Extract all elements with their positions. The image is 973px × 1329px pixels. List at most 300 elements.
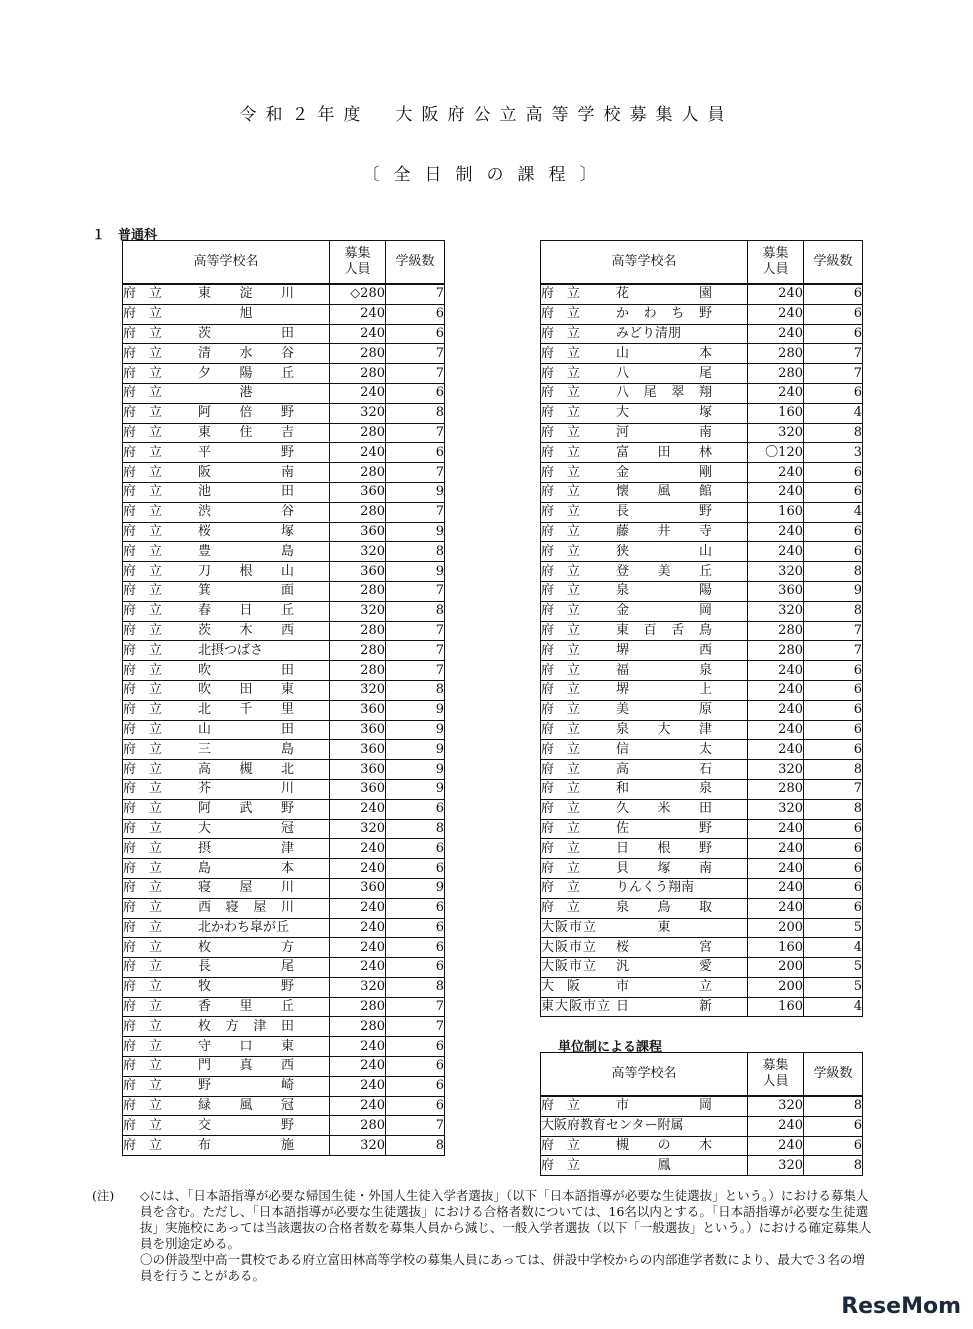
school-name: 金剛 [616, 464, 712, 480]
school-name-cell [541, 344, 748, 364]
school-name: 高石 [616, 761, 712, 777]
class-count: 9 [386, 740, 445, 760]
class-count: 6 [804, 661, 863, 681]
school-prefix: 府立 [541, 306, 594, 322]
boshu-count: 160 [748, 997, 804, 1017]
table-row [541, 522, 863, 542]
table-row [123, 581, 445, 601]
school-name-cell [123, 383, 330, 403]
table-row [541, 958, 863, 978]
school-name: 長尾 [198, 959, 294, 975]
boshu-count: 240 [748, 522, 804, 542]
boshu-count: 280 [330, 502, 386, 522]
header-classes: 学級数 [804, 241, 863, 285]
class-count: 8 [386, 977, 445, 997]
school-name: 旭 [239, 306, 253, 322]
school-prefix: 府立 [541, 801, 594, 817]
school-name-cell [123, 284, 330, 304]
school-name: 夕陽丘 [198, 365, 294, 381]
boshu-count: 320 [748, 799, 804, 819]
table-row [541, 621, 863, 641]
table-row [541, 542, 863, 562]
school-prefix: 府立 [123, 860, 176, 876]
school-name: 狭山 [616, 543, 712, 559]
header-classes: 学級数 [386, 241, 445, 285]
table-row [541, 997, 863, 1017]
boshu-count: 240 [748, 304, 804, 324]
table-row [123, 641, 445, 661]
class-count: 7 [804, 779, 863, 799]
table-row [541, 859, 863, 879]
school-name: 西寝屋川 [198, 900, 294, 916]
school-name: 豊島 [198, 543, 294, 559]
page-subtitle: 〔全日制の課程〕 [362, 165, 611, 185]
boshu-count: ◇280 [330, 284, 386, 304]
class-count: 8 [386, 542, 445, 562]
table-row [541, 720, 863, 740]
school-name: 阿武野 [198, 801, 294, 817]
school-name-cell [123, 997, 330, 1017]
table-row [123, 344, 445, 364]
school-prefix: 大阪市立 [541, 959, 598, 975]
school-name-cell [123, 641, 330, 661]
school-name: 和泉 [616, 781, 712, 797]
boshu-count: 280 [330, 1017, 386, 1037]
boshu-count: 240 [330, 1076, 386, 1096]
school-name: 長野 [616, 504, 712, 520]
school-name-cell [123, 661, 330, 681]
table-row [123, 1017, 445, 1037]
class-count: 6 [804, 1136, 863, 1156]
school-name-cell [123, 1136, 330, 1156]
school-name: 富田林 [616, 444, 712, 460]
school-prefix: 府立 [541, 603, 594, 619]
school-name-cell [123, 581, 330, 601]
school-name-cell [541, 680, 748, 700]
class-count: 6 [386, 1057, 445, 1077]
header-school-name: 高等学校名 [541, 241, 748, 285]
school-name-cell [123, 1037, 330, 1057]
school-name: 東百舌鳥 [616, 622, 712, 638]
school-name-cell [541, 562, 748, 582]
class-count: 8 [804, 1096, 863, 1116]
school-name: 北摂つばさ [198, 642, 264, 658]
school-name-cell [123, 344, 330, 364]
boshu-count: 320 [748, 601, 804, 621]
school-prefix: 府立 [123, 504, 176, 520]
class-count: 8 [804, 601, 863, 621]
class-count: 8 [386, 680, 445, 700]
class-count: 4 [804, 403, 863, 423]
school-name-cell [123, 443, 330, 463]
school-name: 東 [657, 919, 671, 935]
school-prefix: 府立 [541, 820, 594, 836]
boshu-count: 360 [330, 522, 386, 542]
note-paragraph-2: 〇の併設型中高一貫校である府立富田林高等学校の募集人員にあっては、併設中学校からの内部進学者数により、最大で３名の増員を行うことがある。 [140, 1252, 865, 1283]
table-row [123, 898, 445, 918]
boshu-count: 240 [748, 720, 804, 740]
boshu-count: 320 [330, 977, 386, 997]
table-row [541, 284, 863, 304]
class-count: 6 [804, 680, 863, 700]
school-name: 登美丘 [616, 563, 712, 579]
school-name: 春日丘 [198, 603, 294, 619]
table-row [541, 601, 863, 621]
table-row [123, 443, 445, 463]
school-name-cell [123, 364, 330, 384]
boshu-count: 280 [330, 621, 386, 641]
school-prefix: 府立 [123, 702, 176, 718]
class-count: 6 [386, 898, 445, 918]
school-name: 東住吉 [198, 424, 294, 440]
table-row [541, 977, 863, 997]
boshu-count: 320 [748, 1096, 804, 1116]
school-name-cell [123, 1096, 330, 1116]
table-row [541, 799, 863, 819]
class-count: 6 [386, 1037, 445, 1057]
table-row [123, 1057, 445, 1077]
table-row [541, 403, 863, 423]
class-count: 6 [804, 522, 863, 542]
school-name-cell [123, 938, 330, 958]
school-prefix: 府立 [123, 999, 176, 1015]
table-row [123, 1037, 445, 1057]
school-prefix: 府立 [123, 365, 176, 381]
class-count: 6 [386, 918, 445, 938]
class-count: 7 [386, 463, 445, 483]
boshu-count: 240 [748, 700, 804, 720]
boshu-count: 240 [748, 482, 804, 502]
school-name: 高槻北 [198, 761, 294, 777]
boshu-count: 280 [330, 581, 386, 601]
table-row [123, 740, 445, 760]
school-name-cell [541, 819, 748, 839]
school-prefix: 府立 [541, 464, 594, 480]
boshu-count: 240 [330, 324, 386, 344]
class-count: 4 [804, 502, 863, 522]
table-row [123, 918, 445, 938]
boshu-count: 240 [748, 284, 804, 304]
school-name-cell [541, 601, 748, 621]
school-name-cell [541, 661, 748, 681]
school-prefix: 府立 [123, 840, 176, 856]
class-count: 6 [386, 1096, 445, 1116]
boshu-count: 240 [748, 1116, 804, 1136]
table-row [123, 779, 445, 799]
school-name: 清水谷 [198, 345, 294, 361]
school-prefix: 府立 [541, 642, 594, 658]
school-name: 交野 [198, 1117, 294, 1133]
school-name-cell [123, 522, 330, 542]
boshu-count: 320 [330, 819, 386, 839]
boshu-count: 280 [330, 1116, 386, 1136]
left-school-table [122, 240, 445, 1156]
class-count: 6 [804, 304, 863, 324]
school-name-cell [541, 1156, 748, 1176]
school-name: 茨木西 [198, 622, 294, 638]
school-name-cell [541, 621, 748, 641]
boshu-count: 240 [748, 542, 804, 562]
class-count: 6 [804, 284, 863, 304]
header-school-name: 高等学校名 [123, 241, 330, 285]
table-row [123, 977, 445, 997]
boshu-count: 320 [748, 423, 804, 443]
school-name: 金岡 [616, 603, 712, 619]
school-name-cell [541, 997, 748, 1017]
school-prefix: 府立 [123, 979, 176, 995]
school-prefix: 府立 [541, 563, 594, 579]
class-count: 8 [386, 601, 445, 621]
school-name-cell [541, 284, 748, 304]
school-name: 香里丘 [198, 999, 294, 1015]
boshu-count: 240 [330, 1057, 386, 1077]
boshu-count: 240 [748, 324, 804, 344]
table-row [541, 819, 863, 839]
school-name-cell [123, 918, 330, 938]
boshu-count: 240 [330, 898, 386, 918]
class-count: 6 [386, 443, 445, 463]
school-name: 守口東 [198, 1038, 294, 1054]
school-prefix: 府立 [123, 563, 176, 579]
class-count: 6 [386, 1076, 445, 1096]
class-count: 6 [804, 324, 863, 344]
school-name: 泉陽 [616, 583, 712, 599]
school-name: 大塚 [616, 405, 712, 421]
table-row [123, 403, 445, 423]
class-count: 6 [804, 482, 863, 502]
school-prefix: 府立 [541, 761, 594, 777]
boshu-count: 240 [330, 304, 386, 324]
class-count: 6 [386, 839, 445, 859]
table-row [123, 938, 445, 958]
boshu-count: 240 [748, 1136, 804, 1156]
table-row [123, 839, 445, 859]
boshu-count: 280 [330, 463, 386, 483]
school-prefix: 府立 [541, 1098, 594, 1114]
school-name-cell [123, 463, 330, 483]
school-name: 美原 [616, 702, 712, 718]
boshu-count: 320 [330, 680, 386, 700]
class-count: 8 [386, 819, 445, 839]
school-name: 渋谷 [198, 504, 294, 520]
class-count: 8 [804, 562, 863, 582]
class-count: 9 [386, 878, 445, 898]
school-prefix: 府立 [123, 1058, 176, 1074]
school-name-cell [123, 819, 330, 839]
boshu-count: 280 [330, 344, 386, 364]
table-row [541, 562, 863, 582]
page-title: 令和２年度 大阪府公立高等学校募集人員 [239, 105, 734, 125]
school-prefix: 府立 [541, 1157, 594, 1173]
school-name-cell [123, 324, 330, 344]
school-prefix: 府立 [123, 484, 176, 500]
school-prefix: 府立 [541, 741, 594, 757]
school-prefix: 府立 [541, 325, 594, 341]
boshu-count: 240 [748, 383, 804, 403]
boshu-count: 240 [748, 661, 804, 681]
school-name-cell [541, 324, 748, 344]
boshu-count: 360 [330, 720, 386, 740]
school-name: 平野 [198, 444, 294, 460]
school-prefix: 府立 [123, 959, 176, 975]
school-name-cell [123, 720, 330, 740]
class-count: 9 [804, 581, 863, 601]
table-row [541, 482, 863, 502]
table-row [541, 344, 863, 364]
school-prefix: 府立 [123, 583, 176, 599]
table-row [123, 324, 445, 344]
school-name-cell [541, 482, 748, 502]
school-name: 槻の木 [616, 1137, 712, 1153]
class-count: 7 [386, 502, 445, 522]
table-row [123, 522, 445, 542]
school-prefix: 府立 [123, 741, 176, 757]
school-prefix: 府立 [541, 405, 594, 421]
tani-school-table [540, 1052, 863, 1176]
boshu-count: 280 [748, 344, 804, 364]
school-name-cell [123, 621, 330, 641]
boshu-count: 240 [748, 680, 804, 700]
table-row [541, 938, 863, 958]
table-row [123, 1136, 445, 1156]
class-count: 6 [386, 324, 445, 344]
school-name-cell [123, 1057, 330, 1077]
school-prefix: 府立 [123, 900, 176, 916]
school-prefix: 府立 [541, 523, 594, 539]
class-count: 7 [386, 661, 445, 681]
school-prefix: 府立 [123, 543, 176, 559]
school-prefix: 府立 [541, 662, 594, 678]
table-row [541, 364, 863, 384]
school-prefix: 府立 [123, 325, 176, 341]
school-prefix: 府立 [123, 523, 176, 539]
school-name-cell [541, 918, 748, 938]
notes [92, 1188, 872, 1284]
school-prefix: 府立 [541, 781, 594, 797]
school-name: 日根野 [616, 840, 712, 856]
school-name: 野崎 [198, 1078, 294, 1094]
school-name-cell [541, 1136, 748, 1156]
table-row [123, 601, 445, 621]
school-name-cell [123, 799, 330, 819]
school-name: 箕面 [198, 583, 294, 599]
school-name: 枚方津田 [198, 1018, 294, 1034]
school-name: 阪南 [198, 464, 294, 480]
section-heading-general: １ 普通科 [92, 228, 158, 243]
school-name-cell [123, 700, 330, 720]
school-prefix: 府立 [123, 603, 176, 619]
school-prefix: 府立 [123, 682, 176, 698]
school-name-cell [123, 878, 330, 898]
class-count: 8 [386, 1136, 445, 1156]
class-count: 7 [386, 423, 445, 443]
boshu-count: 320 [330, 601, 386, 621]
school-name: かわち野 [616, 306, 712, 322]
school-name: 摂津 [198, 840, 294, 856]
boshu-count: 360 [330, 878, 386, 898]
school-name: 市岡 [616, 1098, 712, 1114]
school-prefix: 府立 [123, 721, 176, 737]
school-prefix: 府立 [123, 919, 176, 935]
table-row [541, 581, 863, 601]
class-count: 6 [386, 383, 445, 403]
school-name: 牧野 [198, 979, 294, 995]
school-prefix: 府立 [123, 880, 176, 896]
class-count: 6 [804, 720, 863, 740]
boshu-count: 240 [748, 898, 804, 918]
school-prefix: 府立 [123, 1098, 176, 1114]
school-name-cell [123, 1076, 330, 1096]
boshu-count: 240 [748, 740, 804, 760]
table-row [541, 1096, 863, 1116]
school-name: 堺上 [616, 682, 712, 698]
class-count: 7 [386, 364, 445, 384]
class-count: 5 [804, 958, 863, 978]
school-name: 大阪府教育センター附属 [541, 1118, 684, 1134]
table-row [541, 641, 863, 661]
school-name-cell [541, 443, 748, 463]
school-prefix: 府立 [123, 405, 176, 421]
boshu-count: 240 [748, 839, 804, 859]
table-row [541, 760, 863, 780]
school-name: 枚方 [198, 939, 294, 955]
school-prefix: 府立 [541, 1137, 594, 1153]
school-name-cell [123, 958, 330, 978]
school-prefix: 府立 [123, 286, 176, 302]
school-name: 門真西 [198, 1058, 294, 1074]
table-row [123, 799, 445, 819]
school-name: 久米田 [616, 801, 712, 817]
table-row [541, 878, 863, 898]
boshu-count: 320 [330, 403, 386, 423]
school-name: 懐風館 [616, 484, 712, 500]
boshu-count: 280 [330, 423, 386, 443]
school-name-cell [541, 859, 748, 879]
table-row [123, 720, 445, 740]
table-row [541, 918, 863, 938]
school-prefix: 府立 [541, 345, 594, 361]
boshu-count: 240 [330, 938, 386, 958]
table-row [541, 779, 863, 799]
notes-label: (注) [92, 1188, 115, 1203]
boshu-count: 240 [330, 799, 386, 819]
table-row [541, 502, 863, 522]
class-count: 6 [386, 859, 445, 879]
school-name-cell [123, 898, 330, 918]
boshu-count: 240 [330, 1037, 386, 1057]
school-name: 貝塚南 [616, 860, 712, 876]
school-name: 堺西 [616, 642, 712, 658]
class-count: 6 [386, 958, 445, 978]
school-prefix: 府立 [123, 1078, 176, 1094]
table-row [123, 819, 445, 839]
school-prefix: 府立 [123, 306, 176, 322]
table-row [123, 1076, 445, 1096]
school-name-cell [123, 779, 330, 799]
table-row [123, 859, 445, 879]
table-row [123, 383, 445, 403]
school-name: 東淀川 [198, 286, 294, 302]
school-name-cell [541, 760, 748, 780]
header-boshu: 募集 人員 [748, 1053, 804, 1097]
school-name-cell [541, 898, 748, 918]
school-name: 桜宮 [616, 939, 712, 955]
table-row [123, 621, 445, 641]
table-row [541, 898, 863, 918]
school-name-cell [123, 601, 330, 621]
boshu-count: 200 [748, 977, 804, 997]
school-prefix: 府立 [123, 1137, 176, 1153]
